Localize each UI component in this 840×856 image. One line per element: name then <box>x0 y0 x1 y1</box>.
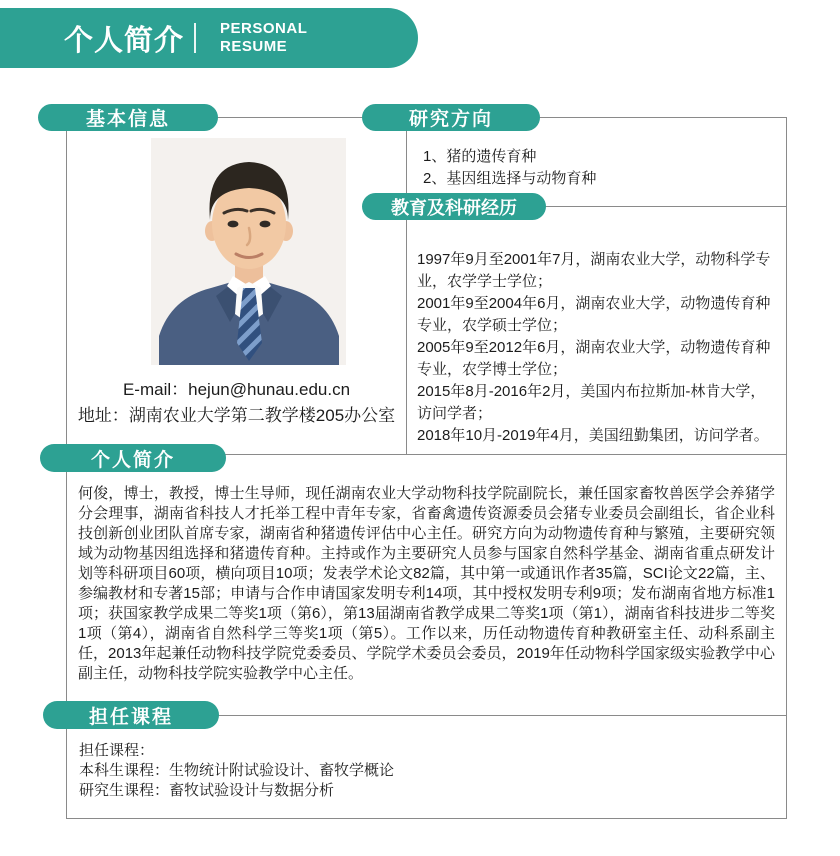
title-divider <box>194 23 196 53</box>
courses-line: 担任课程： <box>79 742 155 759</box>
heading-personal-profile: 个人简介 <box>40 444 226 472</box>
heading-courses: 担任课程 <box>43 701 219 729</box>
personal-profile-box <box>66 454 787 716</box>
education-entry: 2015年8月-2016年2月，美国内布拉斯加-林肯大学，访问学者； <box>417 383 766 422</box>
heading-research-directions: 研究方向 <box>362 104 540 131</box>
education-entries <box>407 207 786 447</box>
education-experience-box <box>406 206 787 455</box>
heading-basic-info: 基本信息 <box>38 104 218 131</box>
address-value: 湖南农业大学第二教学楼205办公室 <box>128 406 396 425</box>
courses-box <box>66 715 787 819</box>
page-subtitle-line2: RESUME <box>220 38 288 55</box>
education-entry: 2018年10月-2019年4月，美国纽勤集团，访问学者。 <box>417 427 769 444</box>
profile-photo <box>151 138 346 365</box>
email-line <box>67 375 406 400</box>
email-label: E-mail： <box>122 380 189 399</box>
address-line <box>67 401 406 426</box>
heading-education-experience: 教育及科研经历 <box>362 193 546 220</box>
courses-line: 研究生课程：畜牧试验设计与数据分析 <box>79 782 335 799</box>
page-subtitle <box>220 20 307 56</box>
page-title: 个人简介 <box>64 24 185 57</box>
basic-info-box <box>66 117 407 455</box>
address-label: 地址： <box>77 406 129 425</box>
education-entry: 1997年9月至2001年7月，湖南农业大学，动物科学专业，农学学士学位； <box>417 251 771 290</box>
research-item: 1、猪的遗传育种 <box>423 148 537 165</box>
education-entry: 2001年9至2004年6月，湖南农业大学，动物遗传育种专业，农学硕士学位； <box>417 295 771 334</box>
page-subtitle-line1: PERSONAL <box>220 20 308 37</box>
research-item: 2、基因组选择与动物育种 <box>423 170 597 187</box>
profile-paragraph: 何俊，博士，教授，博士生导师，现任湖南农业大学动物科技学院副院长，兼任国家畜牧兽医学会养猪学分会理事，湖南省科技人才托举工程中青年专家，省畜禽遗传资源委员会猪专业委员会副组长，省企业科技创新创业团队首席专家，湖南省种猪遗传评估中心主任。研究方向为动物遗传育种与繁殖，主要研究领域为动物基因组选择和猪遗传育种。主持或作为主要研究人员参与国家自然科学基金、湖南省重点研发计划等科研项目60项，横向项目10项；发表学术论文82篇，其中第一或通讯作者35篇，SCI论文22篇，主、参编教材和专著15部；申请与合作申请国家发明专利14项，其中授权发明专利9项；发布湖南省地方标准1项；获国家教学成果二等奖1项（第6），第13届湖南省教学成果二等奖1项（第1），湖南省科技进步二等奖1项（第4），湖南省自然科学三等奖1项（第5）。工作以来，历任动物遗传育种教研室主任、动科系副主任，2013年起兼任动物科技学院党委委员、学院学术委员会委员，2019年任动物科学国家级实验教学中心副主任，动物科技学院实验教学中心主任。 <box>78 485 775 682</box>
email-value: hejun@hunau.edu.cn <box>188 380 351 399</box>
courses-line: 本科生课程：生物统计附试验设计、畜牧学概论 <box>79 762 395 779</box>
education-entry: 2005年9至2012年6月，湖南农业大学，动物遗传育种专业，农学博士学位； <box>417 339 771 378</box>
page-header <box>0 8 418 68</box>
